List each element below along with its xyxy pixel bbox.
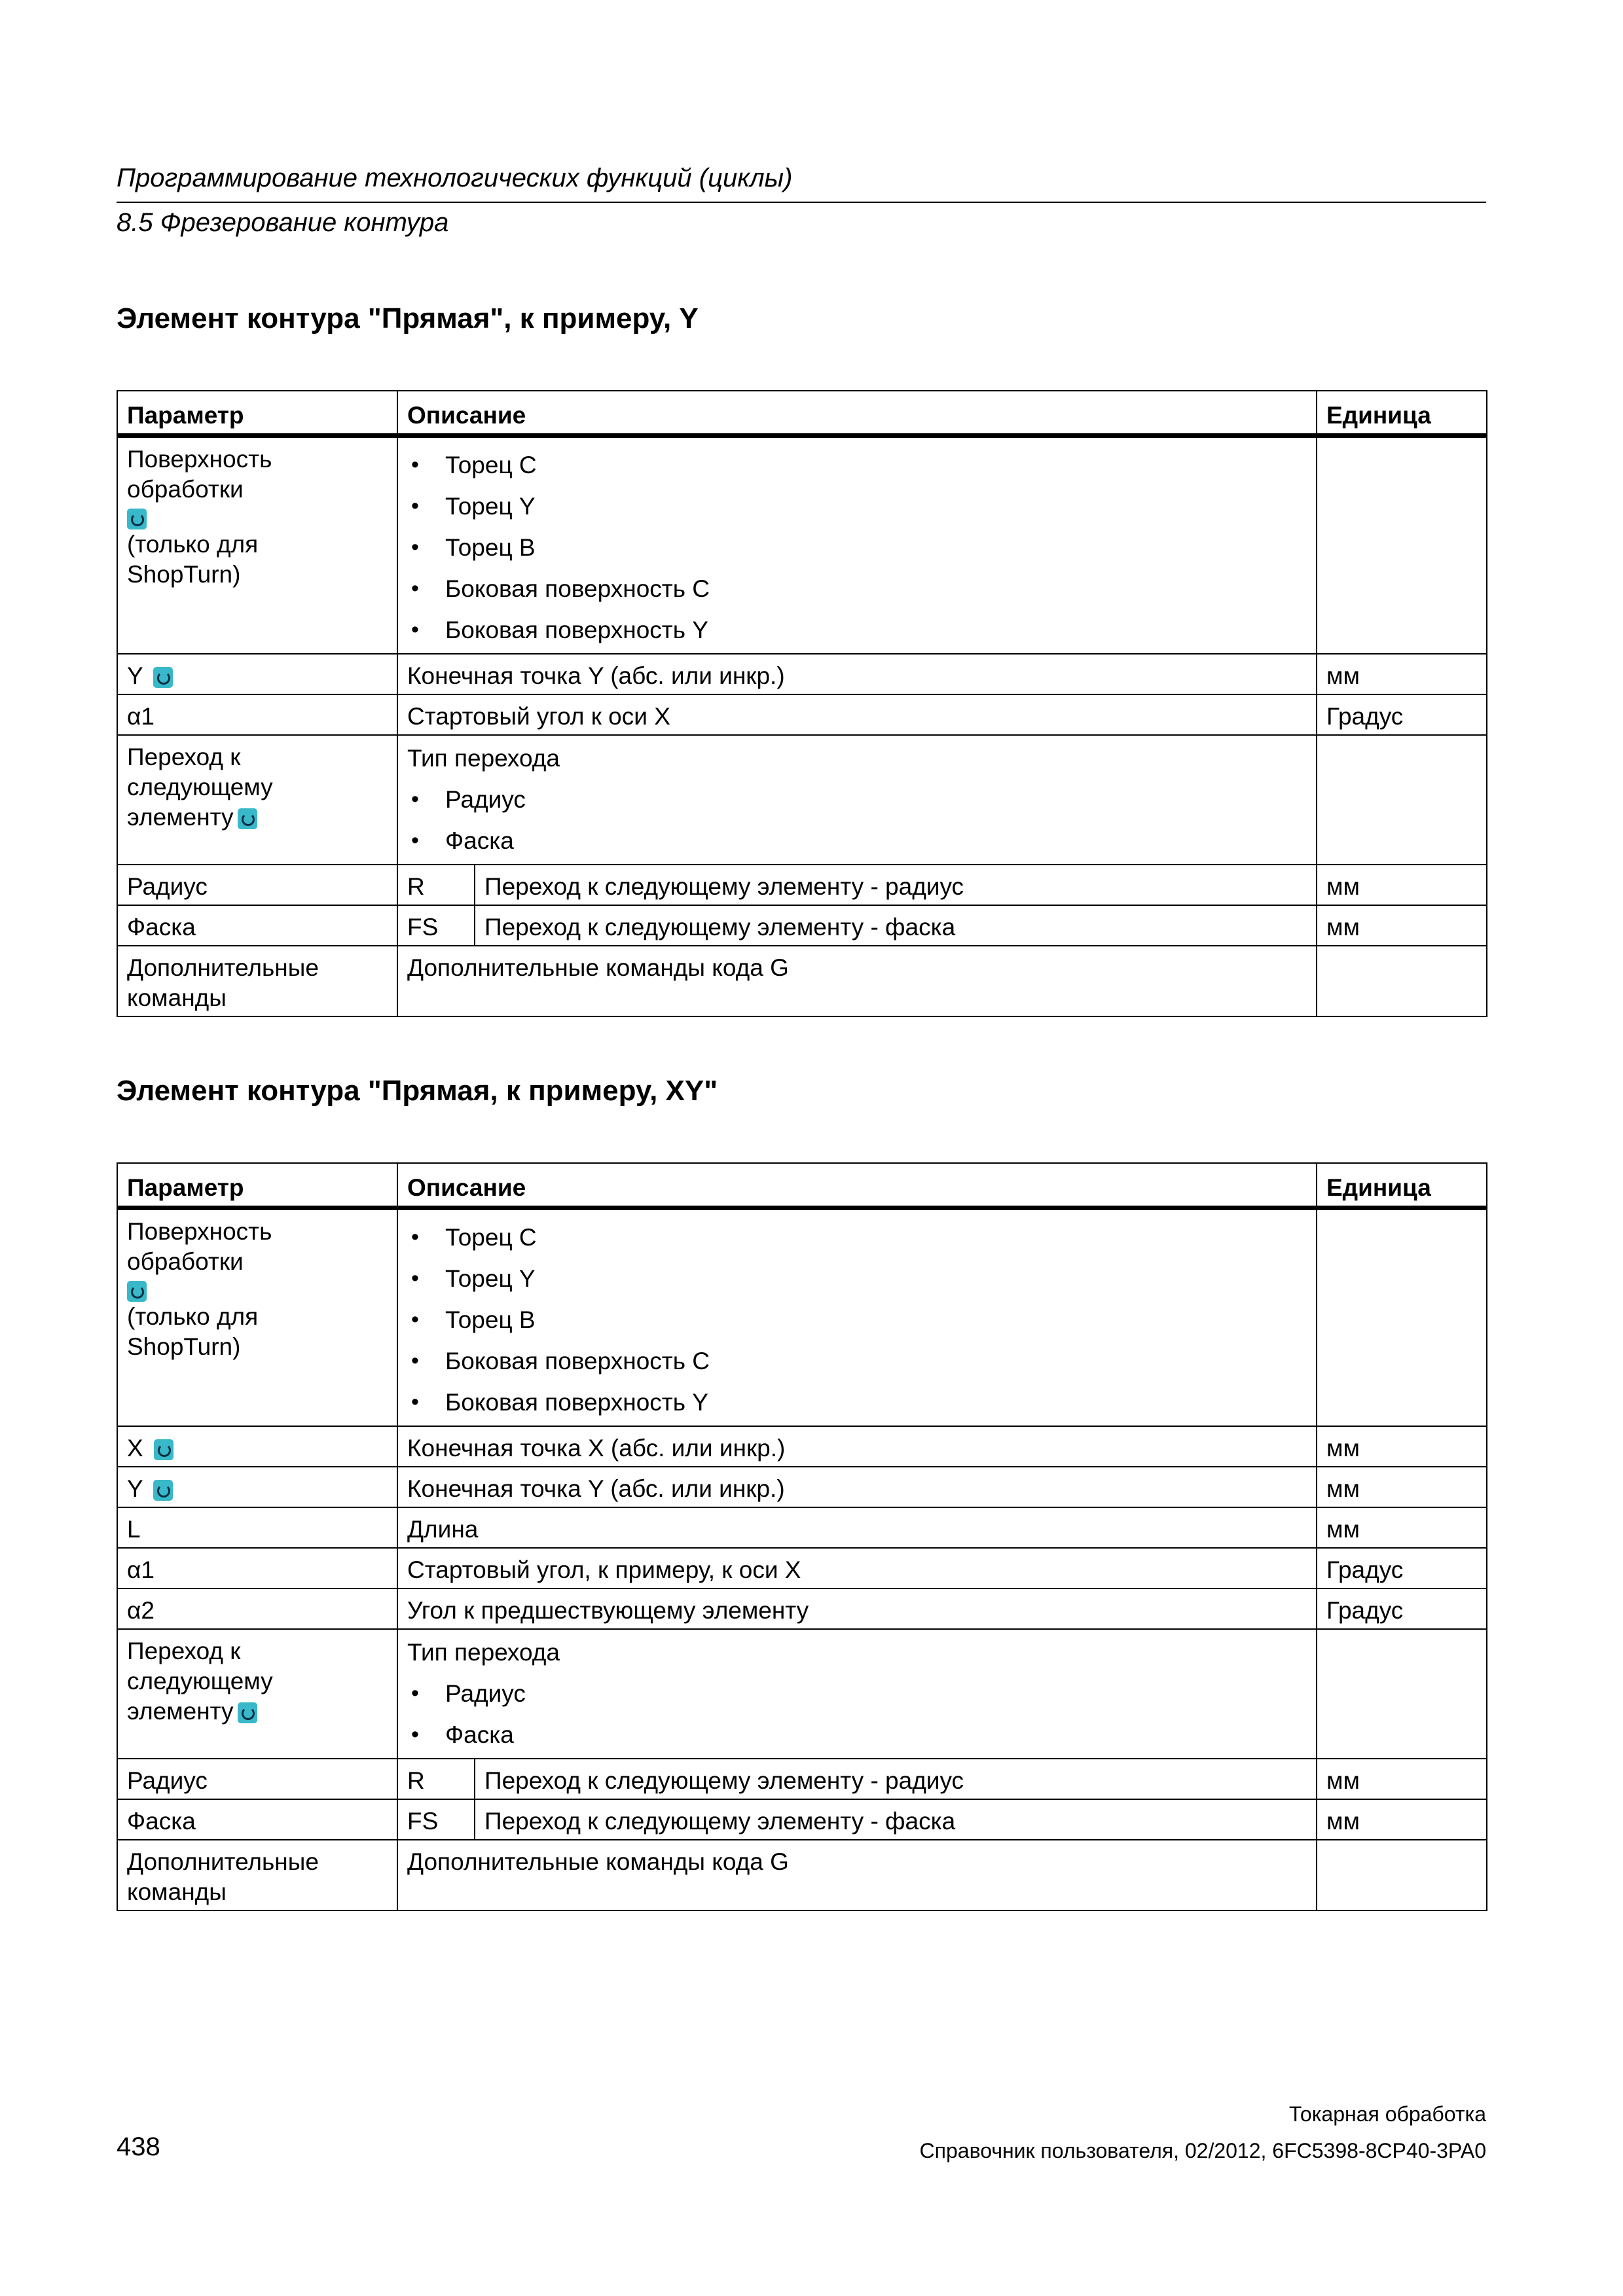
code-cell: R (397, 865, 475, 905)
table-row (117, 1588, 1487, 1629)
unit-cell: мм (1317, 1426, 1487, 1467)
table-row (117, 735, 1487, 865)
unit-cell (1317, 946, 1487, 1016)
table-row (117, 1208, 1487, 1427)
table-row (117, 905, 1487, 946)
unit-cell: мм (1317, 654, 1487, 694)
desc-cell: Переход к следующему элементу - радиус (475, 1759, 1317, 1799)
transition-options-list (407, 779, 1307, 861)
header-param: Параметр (117, 391, 397, 436)
unit-cell: Градус (1317, 1548, 1487, 1588)
header-divider (117, 202, 1486, 203)
desc-cell: Конечная точка Y (абс. или инкр.) (397, 1467, 1317, 1507)
param-cell: Y (117, 654, 397, 694)
section1-parameter-table (117, 390, 1487, 1017)
table-row (117, 694, 1487, 735)
list-item: • Торец Y (407, 1258, 1307, 1299)
desc-cell: Дополнительные команды кода G (397, 1840, 1317, 1910)
desc-cell: Конечная точка Y (абс. или инкр.) (397, 654, 1317, 694)
unit-cell (1317, 1629, 1487, 1759)
cycle-toggle-icon[interactable] (238, 1702, 257, 1723)
param-cell: Радиус (117, 865, 397, 905)
table-row (117, 1507, 1487, 1548)
list-item: • Боковая поверхность C (407, 568, 1307, 609)
list-item: • Радиус (407, 1673, 1307, 1714)
desc-cell: Стартовый угол к оси X (397, 694, 1317, 735)
param-cell: Поверхность обработки (только для ShopTurn) (117, 1208, 397, 1427)
desc-cell (397, 436, 1317, 655)
desc-cell (397, 1208, 1317, 1427)
cycle-toggle-icon[interactable] (127, 1281, 147, 1302)
list-item: • Радиус (407, 779, 1307, 820)
param-cell: Переход к следующему элементу (117, 1629, 397, 1759)
table-row (117, 436, 1487, 655)
section2-heading: Элемент контура "Прямая, к примеру, XY" (117, 1075, 718, 1107)
header-unit: Единица (1317, 1163, 1487, 1208)
list-item: • Торец B (407, 1299, 1307, 1340)
desc-cell: Угол к предшествующему элементу (397, 1588, 1317, 1629)
desc-cell: Дополнительные команды кода G (397, 946, 1317, 1016)
code-cell: R (397, 1759, 475, 1799)
param-cell: Радиус (117, 1759, 397, 1799)
list-item: • Торец Y (407, 486, 1307, 527)
desc-cell: Переход к следующему элементу - радиус (475, 865, 1317, 905)
desc-cell: Длина (397, 1507, 1317, 1548)
table-row (117, 1759, 1487, 1799)
list-item: • Торец B (407, 527, 1307, 568)
table-row (117, 1629, 1487, 1759)
table-header-row (117, 1163, 1487, 1208)
unit-cell: мм (1317, 905, 1487, 946)
page-number: 438 (117, 2132, 160, 2161)
transition-options-list (407, 1673, 1307, 1755)
list-item: • Боковая поверхность Y (407, 1382, 1307, 1423)
param-cell: α2 (117, 1588, 397, 1629)
unit-cell: Градус (1317, 1588, 1487, 1629)
param-cell: Поверхность обработки (только для ShopTurn) (117, 436, 397, 655)
list-item: • Торец C (407, 444, 1307, 486)
unit-cell: мм (1317, 865, 1487, 905)
param-cell: Переход к следующему элементу (117, 735, 397, 865)
desc-cell: Переход к следующему элементу - фаска (475, 1799, 1317, 1840)
chapter-title: Программирование технологических функций (циклы) (117, 164, 793, 192)
header-param: Параметр (117, 1163, 397, 1208)
unit-cell: Градус (1317, 694, 1487, 735)
header-unit: Единица (1317, 391, 1487, 436)
table-row (117, 1799, 1487, 1840)
header-desc: Описание (397, 1163, 1317, 1208)
param-cell: α1 (117, 694, 397, 735)
table-row (117, 1467, 1487, 1507)
surface-options-list (407, 1217, 1307, 1423)
cycle-toggle-icon[interactable] (154, 1439, 173, 1460)
param-cell: Дополнительные команды (117, 946, 397, 1016)
param-cell: Y (117, 1467, 397, 1507)
unit-cell: мм (1317, 1467, 1487, 1507)
section2-parameter-table (117, 1162, 1487, 1911)
table-row (117, 654, 1487, 694)
list-item: • Боковая поверхность Y (407, 609, 1307, 651)
table-row (117, 946, 1487, 1016)
desc-cell: Тип перехода • Радиус • Фаска (397, 1629, 1317, 1759)
param-cell: Фаска (117, 1799, 397, 1840)
code-cell: FS (397, 905, 475, 946)
footer-manual-info: Справочник пользователя, 02/2012, 6FC5398-8CP40-3PA0 (919, 2139, 1486, 2162)
table-header-row (117, 391, 1487, 436)
code-cell: FS (397, 1799, 475, 1840)
unit-cell: мм (1317, 1799, 1487, 1840)
desc-cell: Стартовый угол, к примеру, к оси X (397, 1548, 1317, 1588)
list-item: • Боковая поверхность C (407, 1340, 1307, 1382)
unit-cell: мм (1317, 1759, 1487, 1799)
cycle-toggle-icon[interactable] (127, 509, 147, 529)
unit-cell: мм (1317, 1507, 1487, 1548)
table-row (117, 1548, 1487, 1588)
unit-cell (1317, 1840, 1487, 1910)
cycle-toggle-icon[interactable] (153, 667, 173, 688)
section-title: 8.5 Фрезерование контура (117, 208, 449, 237)
param-cell: Фаска (117, 905, 397, 946)
unit-cell (1317, 1208, 1487, 1427)
list-item: • Фаска (407, 1714, 1307, 1755)
list-item: • Торец C (407, 1217, 1307, 1258)
desc-cell: Тип перехода • Радиус • Фаска (397, 735, 1317, 865)
param-cell: α1 (117, 1548, 397, 1588)
param-cell: X (117, 1426, 397, 1467)
desc-cell: Переход к следующему элементу - фаска (475, 905, 1317, 946)
unit-cell (1317, 735, 1487, 865)
table-row (117, 1426, 1487, 1467)
cycle-toggle-icon[interactable] (238, 808, 257, 829)
section1-heading: Элемент контура "Прямая", к примеру, Y (117, 302, 699, 334)
cycle-toggle-icon[interactable] (153, 1480, 173, 1501)
param-cell: Дополнительные команды (117, 1840, 397, 1910)
unit-cell (1317, 436, 1487, 655)
header-desc: Описание (397, 391, 1317, 436)
table-row (117, 1840, 1487, 1910)
param-cell: L (117, 1507, 397, 1548)
desc-cell: Конечная точка X (абс. или инкр.) (397, 1426, 1317, 1467)
surface-options-list (407, 444, 1307, 651)
table-row (117, 865, 1487, 905)
list-item: • Фаска (407, 820, 1307, 861)
footer-book-title: Токарная обработка (1288, 2102, 1486, 2126)
